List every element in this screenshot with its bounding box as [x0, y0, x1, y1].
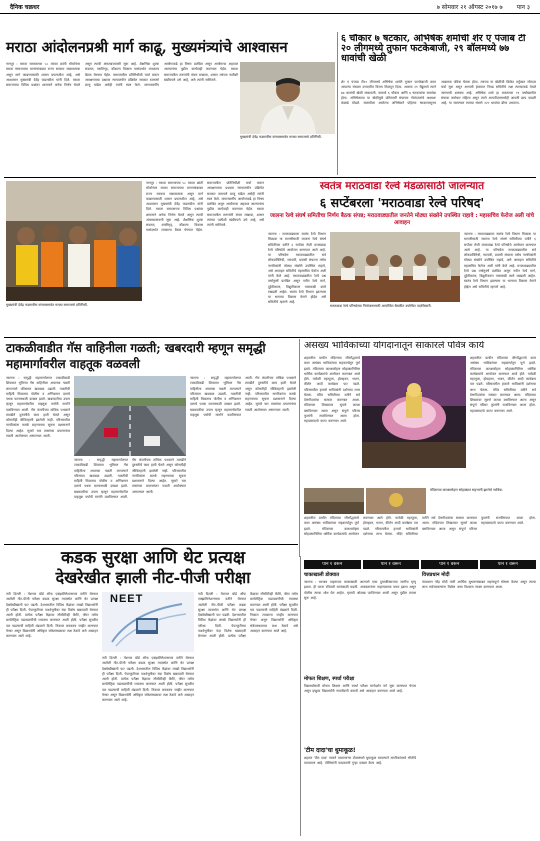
temple-photo [362, 356, 466, 468]
cm-photo-caption: मुख्यमंत्री देवेंद्र फडणवीस यांच्यासमवेत मराठा समाजाचे प्रतिनिधी. [240, 135, 322, 139]
continued-body-1: जालना : भरधाव वाहनाच्या चाकाखाली आल्याने एका दुचाकीस्वाराचा जागीच मृत्यू झाला. ही घटना रविवारी सायंकाळी घडली. अपघातानंतर वाहनचालक फरार झाला असून पोलीस त्याचा शोध घेत आहेत. मृताची ओळख पटविण्यात आली असून पुढील तपास सुरू आहे. [304, 580, 416, 600]
railway-body-right: जालना : मराठवाड्याला स्वतंत्र रेल्वे विभाग मिळावा या मागणीसाठी जालना रेल्वे संघर्ष समितीच्या वतीने ६ सप्टेंबर रोजी मराठवाडा रेल्वे परिषदेचे आयोजन करण्यात आले आहे. या परिषदेस मराठवाड्यातील सर्व लोकप्रतिनिधी, व्यापारी, प्रवासी संघटना तसेच नागरिकांनी मोठ्या संख्येने उपस्थित राहावे, असे आवाहन समितीचे महासचिव फेरोज अली यांनी केले आहे. मराठवाड्यातील रेल्वे प्रश्न वर्षानुवर्षे प्रलंबित असून नवीन रेल्वे मार्ग, दुहेरीकरण, विद्युतीकरण यासारखी कामे रखडली आहेत. स्वतंत्र रेल्वे विभाग झाल्यास या भागाचा विकास वेगाने होईल असे समितीचे म्हणणे आहे. [464, 232, 536, 289]
temple-kalash-photo [366, 488, 426, 514]
continued-tabs [304, 560, 536, 569]
railway-meeting-photo [330, 232, 460, 302]
headline-neet-1: कडक सुरक्षा आणि थेट प्रत्यक्ष [60, 548, 246, 568]
headline-railway: ६ सप्टेंबरला 'मराठवाडा रेल्वे परिषद' [319, 196, 485, 210]
railway-kicker: स्वतंत्र मराठवाडा रेल्वे मंडळासाठी जालन्यात [319, 181, 485, 192]
temple-body-left: शहरातील प्राचीन मंदिराच्या जीर्णोद्धाराचे काम असंख्य भाविकांच्या सहकार्यातून पूर्ण झाले. मंदिराच्या कलशारोहण सोहळ्यानिमित्त धार्मिक कार्यक्रमांचे आयोजन करण्यात आले होते. यावेळी महापूजा, होमहवन, भजन, कीर्तन आदी कार्यक्रम पार पडले. परिसरातील हजारो भाविकांनी दर्शनाचा लाभ घेतला. मंदिर समितीच्या वतीने सर्व देणगीदारांचा सत्कार करण्यात आला. मंदिराच्या शिखरावर सुवर्ण कलश बसविण्यात आला असून संपूर्ण परिसर फुलांनी सजविण्यात आला होता. महाप्रसादाचे वाटप करण्यात आले. [304, 356, 360, 424]
maratha-rally-photo [6, 181, 142, 301]
page-number: पान ३ [516, 3, 530, 11]
continued-head-4: वित्तप्रधान मोदी [422, 572, 450, 578]
continued-tab: पान १ वरून [363, 560, 420, 569]
neet-body-left: नवी दिल्ली : नॅशनल बोर्ड ऑफ एक्झामिनेशन्सच्या वतीने घेण्यात आलेली नीट-पीजी परीक्षा कडक सुरक्षा व्यवस्थेत आणि थेट प्रत्यक्ष देखरेखीखाली पार पडली. देशभरातील विविध केंद्रांवर लाखो विद्यार्थ्यांनी ही परीक्षा दिली. पेपरफुटीच्या पार्श्वभूमीवर यंदा विशेष खबरदारी घेण्यात आली होती. प्रत्येक परीक्षा केंद्रावर सीसीटीव्ही कॅमेरे, जॅमर तसेच बायोमेट्रिक पडताळणीची व्यवस्था करण्यात आली होती. परीक्षा सुरळीत पार पडल्याची माहिती मंडळाने दिली. निकाल लवकरच जाहीर करण्यात येणार असून विद्यार्थ्यांनी अधिकृत संकेतस्थळावर लक्ष ठेवावे असे आवाहन करण्यात आले आहे. [6, 592, 98, 639]
continued-tab: पान १ वरून [421, 560, 478, 569]
continued-tab: पान १ वरून [304, 560, 361, 569]
gas-body-left: जालना : समृद्धी महामार्गालगत टाकळीवाडी शिवारात भूमिगत गॅस वाहिनीला अचानक गळती लागल्याने परिसरात खळबळ उडाली. गळतीची माहिती मिळताच पोलीस व अग्निशमन दलाचे पथक घटनास्थळी दाखल झाले. खबरदारीचा उपाय म्हणून महामार्गावरील वाहतूक पर्यायी मार्गाने वळविण्यात आली. गॅस कंपनीच्या तांत्रिक पथकाने तातडीने दुरुस्तीचे काम हाती घेतले असून कोणतीही जीवितहानी झालेली नाही. परिसरातील नागरिकांना सतर्क राहण्याच्या सूचना प्रशासनाने दिल्या आहेत. सुमारे चार तासांच्या प्रयत्नानंतर गळती आटोक्यात आणण्यात आली. [6, 376, 70, 438]
continued-body-2: विद्यार्थ्यांसाठी मोफत शिक्षण आणि स्पर्धा परीक्षा मार्गदर्शन वर्ग सुरू करण्यात येणार असून इच्छुक विद्यार्थ्यांनी नावनोंदणी करावी असे आवाहन करण्यात आले आहे. [304, 684, 416, 694]
continued-head-1: चाकाखाली डोक्यात [304, 572, 340, 578]
page-header [0, 0, 540, 14]
neet-body-right: नवी दिल्ली : नॅशनल बोर्ड ऑफ एक्झामिनेशन्सच्या वतीने घेण्यात आलेली नीट-पीजी परीक्षा कडक सुरक्षा व्यवस्थेत आणि थेट प्रत्यक्ष देखरेखीखाली पार पडली. देशभरातील विविध केंद्रांवर लाखो विद्यार्थ्यांनी ही परीक्षा दिली. पेपरफुटीच्या पार्श्वभूमीवर यंदा विशेष खबरदारी घेण्यात आली होती. प्रत्येक परीक्षा केंद्रावर सीसीटीव्ही कॅमेरे, जॅमर तसेच बायोमेट्रिक पडताळणीची व्यवस्था करण्यात आली होती. परीक्षा सुरळीत पार पडल्याची माहिती मंडळाने दिली. निकाल लवकरच जाहीर करण्यात येणार असून विद्यार्थ्यांनी अधिकृत संकेतस्थळावर लक्ष ठेवावे असे आवाहन करण्यात आले आहे. [198, 592, 298, 639]
maratha-rally-caption: मुख्यमंत्री देवेंद्र फडणवीस यांच्यासमवेत मराठा समाजाचे प्रतिनिधी. [6, 303, 88, 307]
temple-caption: मंदिराच्या कलशारोहण सोहळ्यात सहभागी झालेले भाविक. [430, 488, 504, 492]
masthead-label: दैनिक चक्रधर [10, 3, 40, 11]
railway-body-left: जालना : मराठवाड्याला स्वतंत्र रेल्वे विभाग मिळावा या मागणीसाठी जालना रेल्वे संघर्ष समितीच्या वतीने ६ सप्टेंबर रोजी मराठवाडा रेल्वे परिषदेचे आयोजन करण्यात आले आहे. या परिषदेस मराठवाड्यातील सर्व लोकप्रतिनिधी, व्यापारी, प्रवासी संघटना तसेच नागरिकांनी मोठ्या संख्येने उपस्थित राहावे, असे आवाहन समितीचे महासचिव फेरोज अली यांनी केले आहे. मराठवाड्यातील रेल्वे प्रश्न वर्षानुवर्षे प्रलंबित असून नवीन रेल्वे मार्ग, दुहेरीकरण, विद्युतीकरण यासारखी कामे रखडली आहेत. स्वतंत्र रेल्वे विभाग झाल्यास या भागाचा विकास वेगाने होईल असे समितीचे म्हणणे आहे. [268, 232, 326, 305]
headline-neet-2: देखरेखीत झाली नीट-पीजी परीक्षा [55, 568, 251, 587]
maratha-body: नागपूर : मराठा समाजाच्या ५८ मराठा क्रांती मोर्चानंतर मराठा समाजाच्या मागण्यांबाबत राज्य सरकार सकारात्मक असून मार्ग काढण्यासाठी शासन प्रयत्नशील आहे, असे आश्वासन मुख्यमंत्री देवेंद्र फडणवीस यांनी दिले. मराठा समाजाच्या विविध प्रश्नांवर शासनाने अनेक निर्णय घेतले असून त्याची अंमलबजावणी सुरू आहे. शैक्षणिक शुल्क सवलत, वसतिगृह, कौशल्य विकास यासंदर्भात लवकरच बैठक घेण्यात येईल. समाजातील प्रतिनिधींशी चर्चा करून आरक्षणाच्या प्रश्नावर न्यायालयीन प्रक्रियेत सरकार ठामपणे बाजू मांडेल असेही त्यांनी स्पष्ट केले. मागासवर्गीय आयोगाकडे हा विषय प्रलंबित असून आयोगाचा अहवाल आल्यानंतर पुढील कार्यवाही करण्यात येईल. मराठा समाजातील तरुणांनी संयम राखावा, शासन त्यांच्या पाठीशी खंबीरपणे उभे आहे, असे त्यांनी सांगितले. [6, 62, 238, 88]
gas-body-mid: जालना : समृद्धी महामार्गालगत टाकळीवाडी शिवारात भूमिगत गॅस वाहिनीला अचानक गळती लागल्याने परिसरात खळबळ उडाली. गळतीची माहिती मिळताच पोलीस व अग्निशमन दलाचे पथक घटनास्थळी दाखल झाले. खबरदारीचा उपाय म्हणून महामार्गावरील वाहतूक पर्यायी मार्गाने वळविण्यात आली. गॅस कंपनीच्या तांत्रिक पथकाने तातडीने दुरुस्तीचे काम हाती घेतले असून कोणतीही जीवितहानी झालेली नाही. परिसरातील नागरिकांना सतर्क राहण्याच्या सूचना प्रशासनाने दिल्या आहेत. सुमारे चार तासांच्या प्रयत्नानंतर गळती आटोक्यात आणण्यात आली. [74, 458, 186, 499]
temple-body-bottom: शहरातील प्राचीन मंदिराच्या जीर्णोद्धाराचे काम असंख्य भाविकांच्या सहकार्यातून पूर्ण झाले. मंदिराच्या कलशारोहण सोहळ्यानिमित्त धार्मिक कार्यक्रमांचे आयोजन करण्यात आले होते. यावेळी महापूजा, होमहवन, भजन, कीर्तन आदी कार्यक्रम पार पडले. परिसरातील हजारो भाविकांनी दर्शनाचा लाभ घेतला. मंदिर समितीच्या वतीने सर्व देणगीदारांचा सत्कार करण्यात आला. मंदिराच्या शिखरावर सुवर्ण कलश बसविण्यात आला असून संपूर्ण परिसर फुलांनी सजविण्यात आला होता. महाप्रसादाचे वाटप करण्यात आले. [304, 516, 536, 536]
cm-photo [240, 62, 335, 134]
headline-gas-leak: टाकळीवाडीत गॅस वाहिनीला गळती; खबरदारी म्हणून समृद्धी महामार्गावरील वाहतूक वळवली [6, 341, 266, 371]
temple-body-right: शहरातील प्राचीन मंदिराच्या जीर्णोद्धाराचे काम असंख्य भाविकांच्या सहकार्यातून पूर्ण झाले. मंदिराच्या कलशारोहण सोहळ्यानिमित्त धार्मिक कार्यक्रमांचे आयोजन करण्यात आले होते. यावेळी महापूजा, होमहवन, भजन, कीर्तन आदी कार्यक्रम पार पडले. परिसरातील हजारो भाविकांनी दर्शनाचा लाभ घेतला. मंदिर समितीच्या वतीने सर्व देणगीदारांचा सत्कार करण्यात आला. मंदिराच्या शिखरावर सुवर्ण कलश बसविण्यात आला असून संपूर्ण परिसर फुलांनी सजविण्यात आला होता. महाप्रसादाचे वाटप करण्यात आले. [470, 356, 536, 413]
neet-logo-text: NEET [110, 593, 144, 605]
continued-body-3: शहरात 'टीम दादा' नावाने वावरणाऱ्या टोळक्याने धुमाकूळ घातल्याने नागरिकांमध्ये भीतीचे वातावरण आहे. पोलिसांनी याप्रकरणी गुन्हा दाखल केला आहे. [304, 756, 416, 766]
continued-body-4: पंतप्रधान नरेंद्र मोदी यांनी आर्थिक सुधारणांबाबत महत्त्वपूर्ण घोषणा केल्या असून त्याचा लाभ सर्वसामान्यांना मिळेल असा विश्वास व्यक्त करण्यात आला. [422, 580, 536, 590]
railway-subhead: जालना रेल्वे संघर्ष समितीचा निर्णय बैठक संपन्न; मराठवाड्यातील जनतेने मोठ्या संख्येने उपस्थित राहावे : महासचिव फेरोज अली यांचे आवाहन [270, 213, 534, 227]
gas-body-right: जालना : समृद्धी महामार्गालगत टाकळीवाडी शिवारात भूमिगत गॅस वाहिनीला अचानक गळती लागल्याने परिसरात खळबळ उडाली. गळतीची माहिती मिळताच पोलीस व अग्निशमन दलाचे पथक घटनास्थळी दाखल झाले. खबरदारीचा उपाय म्हणून महामार्गावरील वाहतूक पर्यायी मार्गाने वळविण्यात आली. गॅस कंपनीच्या तांत्रिक पथकाने तातडीने दुरुस्तीचे काम हाती घेतले असून कोणतीही जीवितहानी झालेली नाही. परिसरातील नागरिकांना सतर्क राहण्याच्या सूचना प्रशासनाने दिल्या आहेत. सुमारे चार तासांच्या प्रयत्नानंतर गळती आटोक्यात आणण्यात आली. [190, 376, 296, 417]
headline-temple: असंख्य भाविकांच्या योगदानातून साकारले पवित्र कार्य [304, 341, 485, 351]
maratha-continued: नागपूर : मराठा समाजाच्या ५८ मराठा क्रांती मोर्चानंतर मराठा समाजाच्या मागण्यांबाबत राज्य सरकार सकारात्मक असून मार्ग काढण्यासाठी शासन प्रयत्नशील आहे, असे आश्वासन मुख्यमंत्री देवेंद्र फडणवीस यांनी दिले. मराठा समाजाच्या विविध प्रश्नांवर शासनाने अनेक निर्णय घेतले असून त्याची अंमलबजावणी सुरू आहे. शैक्षणिक शुल्क सवलत, वसतिगृह, कौशल्य विकास यासंदर्भात लवकरच बैठक घेण्यात येईल. समाजातील प्रतिनिधींशी चर्चा करून आरक्षणाच्या प्रश्नावर न्यायालयीन प्रक्रियेत सरकार ठामपणे बाजू मांडेल असेही त्यांनी स्पष्ट केले. मागासवर्गीय आयोगाकडे हा विषय प्रलंबित असून आयोगाचा अहवाल आल्यानंतर पुढील कार्यवाही करण्यात येईल. मराठा समाजातील तरुणांनी संयम राखावा, शासन त्यांच्या पाठीशी खंबीरपणे उभे आहे, असे त्यांनी सांगितले. [146, 181, 264, 233]
continued-tab: पान १ वरून [480, 560, 537, 569]
headline-cricket: ६ चौकार ७ षटकार, अभिषेक शर्माची शेर ए पंजाब टी २० लीगमध्ये तुफान फटकेबाजी, २९ बॉलमध्ये ७७ धावांची खेळी [341, 34, 526, 64]
cricket-body: शेर ए पंजाब टी२० लीगमध्ये अभिषेक शर्माने तुफान फटकेबाजी करत आपल्या संघाला दणदणीत विजय मिळवून दिला. अवघ्या २९ चेंडूंमध्ये त्याने ७७ धावांची खेळी साकारली. यामध्ये ६ चौकार आणि ७ षटकारांचा समावेश होता. अभिषेकच्या या खेळीमुळे प्रतिस्पर्धी संघाच्या गोलंदाजांचे अक्षरशः कंबरडे मोडले. सलामीला आलेल्या अभिषेकने पहिल्या षटकापासूनच आक्रमक पवित्रा घेतला होता. त्याच्या या खेळीची क्रिकेट वर्तुळात जोरदार चर्चा सुरू असून आगामी हंगामात निवड समितीचे लक्ष त्याच्याकडे वेधले जाण्याची शक्यता आहे. अभिषेक शर्मा हा भारताच्या १९ वर्षांखालील संघाचा कर्णधार राहिला असून त्याने आयपीएलमध्येही आपली छाप पाडली आहे. या सामन्यात त्याच्या संघाने २२० धावांचा डोंगर उभारला. [341, 80, 536, 106]
highway-photo [74, 376, 186, 456]
temple-crowd-photo [304, 488, 364, 514]
continued-head-2: मोफत शिक्षण, स्पर्धा परीक्षा [304, 676, 355, 682]
neet-body-mid: नवी दिल्ली : नॅशनल बोर्ड ऑफ एक्झामिनेशन्सच्या वतीने घेण्यात आलेली नीट-पीजी परीक्षा कडक सुरक्षा व्यवस्थेत आणि थेट प्रत्यक्ष देखरेखीखाली पार पडली. देशभरातील विविध केंद्रांवर लाखो विद्यार्थ्यांनी ही परीक्षा दिली. पेपरफुटीच्या पार्श्वभूमीवर यंदा विशेष खबरदारी घेण्यात आली होती. प्रत्येक परीक्षा केंद्रावर सीसीटीव्ही कॅमेरे, जॅमर तसेच बायोमेट्रिक पडताळणीची व्यवस्था करण्यात आली होती. परीक्षा सुरळीत पार पडल्याची माहिती मंडळाने दिली. निकाल लवकरच जाहीर करण्यात येणार असून विद्यार्थ्यांनी अधिकृत संकेतस्थळावर लक्ष ठेवावे असे आवाहन करण्यात आले आहे. [102, 656, 194, 703]
headline-maratha: मराठा आंदोलनप्रश्री मार्ग काढू, मुख्यमंत्र्यांचे आश्वासन [6, 39, 288, 56]
issue-date: ७ सोमवार २१ ऑगस्ट २०१७ ७ [436, 3, 503, 11]
continued-head-3: 'टीम दादा'चा धुमाकूळ! [304, 747, 356, 754]
railway-photo-caption: मराठवाडा रेल्वे परिषदेच्या नियोजनासाठी आयोजित बैठकीत उपस्थित पदाधिकारी. [330, 304, 432, 308]
